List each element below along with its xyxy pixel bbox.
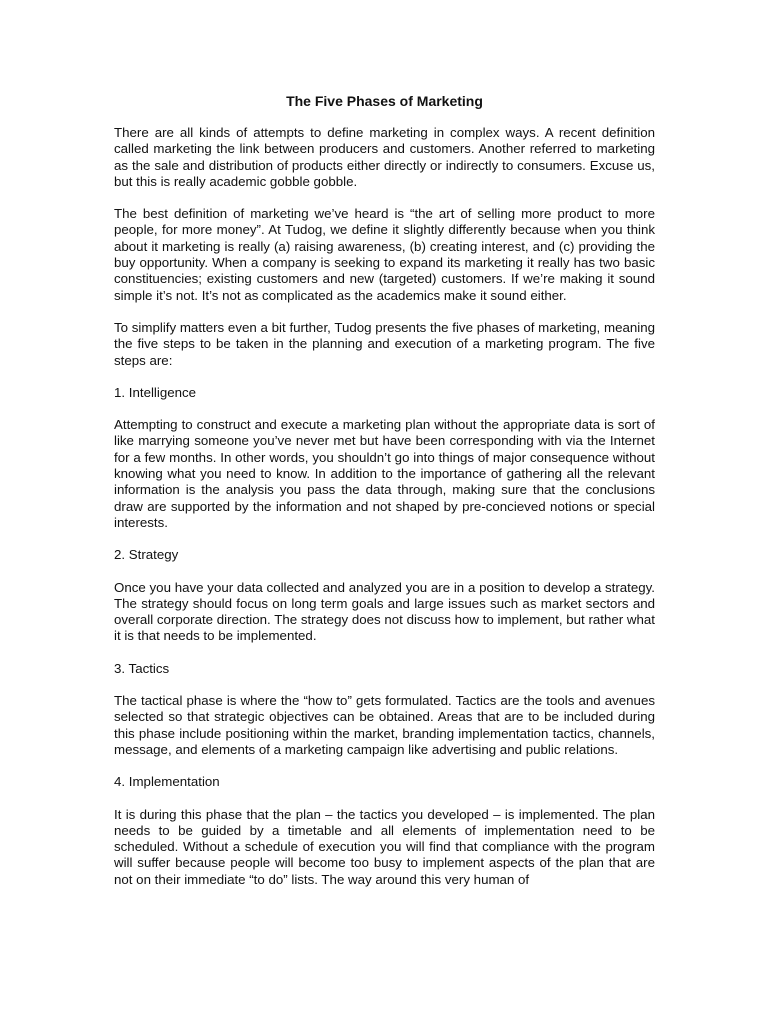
intro-paragraph-3: To simplify matters even a bit further, Tudog presents the five phases of marketing, meaning the five steps to be taken in the planning and execution of a marketing program. The five steps are: — [114, 319, 655, 368]
section-heading-tactics: 3. Tactics — [114, 660, 170, 676]
section-text-tactics: The tactical phase is where the “how to” gets formulated. Tactics are the tools and avenues selected so that strategic objectives can be obtained. Areas that are to be included during this phase include positioning within the market, branding implementation tactics, channels, message, and elements of a marketing campaign like advertising and public relations. — [114, 693, 655, 757]
intro-paragraph-2: The best definition of marketing we’ve heard is “the art of selling more product to more people, for more money”. At Tudog, we define it slightly differently because when you think about it marketing is really (a) raising awareness, (b) creating interest, and (c) providing the buy opportunity. When a company is seeking to expand its marketing it really has two basic constituencies; existing customers and new (targeted) customers. If we’re making it sound simple it’s not. It’s not as complicated as the academics make it sound either. — [114, 206, 655, 303]
intro-paragraph-1: There are all kinds of attempts to define marketing in complex ways. A recent definition called marketing the link between producers and customers. Another referred to marketing as the sale and distribution of products either directly or indirectly to consumers. Excuse us, but this is really academic gobble gobble. — [114, 125, 655, 189]
section-text-implementation: It is during this phase that the plan – the tactics you developed – is implemented. The plan needs to be guided by a timetable and all elements of implementation need to be scheduled. Without a schedule of execution you will find that compliance with the program will suffer because people will become too busy to implement aspects of the plan that are not on their immediate “to do” lists. The way around this very human of — [114, 806, 655, 887]
section-text-intelligence: Attempting to construct and execute a marketing plan without the appropriate data is sort of like marrying someone you’ve never met but have been corresponding with via the Internet for a few months. In other words, you shouldn’t go into things of major consequence without knowing what you need to know. In addition to the importance of gathering all the relevant information is the analysis you pass the data through, making sure that the conclusions draw are supported by the information and not shaped by pre-concieved notions or special interests. — [114, 417, 655, 530]
section-heading-implementation: 4. Implementation — [114, 774, 220, 790]
page-title: The Five Phases of Marketing — [286, 93, 483, 109]
section-heading-strategy: 2. Strategy — [114, 547, 179, 563]
section-heading-intelligence: 1. Intelligence — [114, 384, 197, 400]
document-page — [114, 91, 655, 904]
section-text-strategy: Once you have your data collected and analyzed you are in a position to develop a strategy. The strategy should focus on long term goals and large issues such as market sectors and overall corporate direction. The strategy does not discuss how to implement, but rather what it is that needs to be implemented. — [114, 579, 655, 644]
